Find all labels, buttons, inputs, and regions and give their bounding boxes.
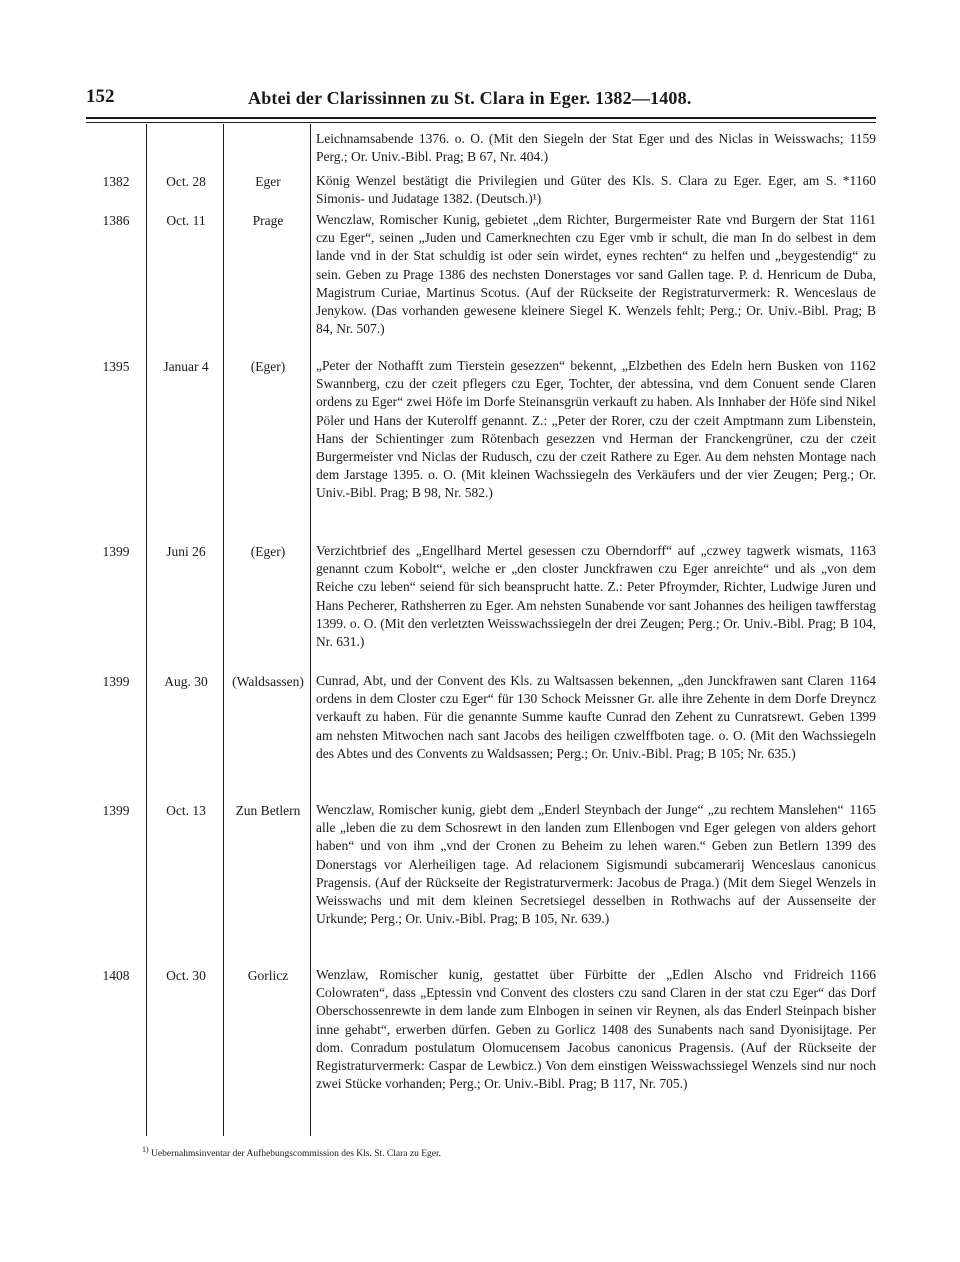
entry-text: Leichnamsabende 1376. o. O. (Mit den Siegeln der Stat Eger und des Niclas in Weisswachs; Perg.; Or. Univ.-Bibl. Prag; B 67, Nr. 404.) bbox=[316, 131, 844, 165]
entry-place: (Waldsassen) bbox=[232, 674, 304, 689]
entry-text: Verzichtbrief des „Engellhard Mertel gesessen czu Oberndorff“ auf „czwey tagwerk wismats, genannt czum Kobolt“, welche er „den closter Junckfrawen czu Eger anreichte“ und als „von dem Reiche czu leben“ seiend für sich beansprucht hatte. Z.: Peter Pfroymder, Richter, Ludwige Juren und Hans Pecherer, Rathsherren zu Eger. Am nehsten Sunabende vor sant Johannes des heiligen tawfferstag 1399. o. O. (Mit den verletzten Weisswachssiegeln der drei Zeugen; Perg.; Or. Univ.-Bibl. Prag; B 104, Nr. 631.) bbox=[316, 543, 876, 650]
entry-number: 1163 bbox=[849, 543, 876, 558]
column-divider bbox=[310, 124, 311, 1136]
entry-text-cell bbox=[316, 542, 876, 651]
header-rule-thin bbox=[86, 122, 876, 123]
entry-year: 1382 bbox=[102, 174, 130, 189]
entry-text-cell bbox=[316, 130, 876, 166]
running-title: Abtei der Clarissinnen zu St. Clara in Eger. 1382—1408. bbox=[248, 88, 692, 108]
entry-year: 1399 bbox=[102, 803, 130, 818]
entry-place: Zun Betlern bbox=[235, 803, 301, 818]
entry-text: Cunrad, Abt, und der Convent des Kls. zu Waltsassen bekennen, „den Junckfrawen sant Claren ordens in dem Closter czu Eger“ für 130 Schock Meissner Gr. alle ihre Zehente in dem Dorfe Dreyncz verkauft zu haben. Für die genannte Summe kaufte Cunrad den Zehent zu Cunratsrewt. Geben 1399 am nehsten Mitwochen nach sant Jacobs des heiligen czwelffboten tage. o. O. (Mit den Wachssiegeln des Abtes und des Convents zu Waldsassen; Perg.; Or. Univ.-Bibl. Prag; B 105; Nr. 635.) bbox=[316, 673, 876, 761]
column-divider bbox=[146, 124, 147, 1136]
entry-year: 1399 bbox=[102, 674, 130, 689]
header-rule-thick bbox=[86, 117, 876, 119]
entry-place: (Eger) bbox=[250, 544, 286, 559]
entry-date: Oct. 28 bbox=[166, 174, 206, 189]
entry-number: 1165 bbox=[849, 802, 876, 817]
entry-text-cell bbox=[316, 966, 876, 1093]
entry-place: Gorlicz bbox=[247, 968, 289, 983]
entry-date: Oct. 13 bbox=[166, 803, 206, 818]
entry-text: König Wenzel bestätigt die Privilegien und Güter des Kls. S. Clara zu Eger. Eger, am S. Simonis- und Judatage 1382. (Deutsch.)¹) bbox=[316, 173, 837, 207]
entry-date: Oct. 30 bbox=[166, 968, 206, 983]
entry-number: 1162 bbox=[849, 358, 876, 373]
entry-number: 1159 bbox=[849, 131, 876, 146]
entry-number: 1164 bbox=[849, 673, 876, 688]
entry-number: 1161 bbox=[849, 212, 876, 227]
entry-date: Juni 26 bbox=[166, 544, 206, 559]
entry-place: (Eger) bbox=[250, 359, 286, 374]
entry-place: Prage bbox=[252, 213, 284, 228]
page-number: 152 bbox=[86, 86, 115, 107]
entry-text-cell bbox=[316, 801, 876, 928]
entry-text-cell bbox=[316, 672, 876, 763]
column-divider bbox=[223, 124, 224, 1136]
entry-text: Wenczlaw, Romischer kunig, giebt dem „Enderl Steynbach der Junge“ „zu rechtem Manslehen“ alle „leben die zu dem Schosrewt in den landen zum Ellenbogen vnd Eger gelegen von alders gehort haben“ und von ihm „vnd der Cronen zu Beheim zu lehen waren.“ Geben zun Betlern 1399 des Donerstags vor Alerheiligen tage. Ad relacionem Sigismundi subcamerarij Wenceslaus canonicus Pragensis. (Auf der Rückseite der Registraturvermerk: Jacobus de Praga.) (Mit dem Siegel Wenzels in Weisswachs und mit dem kleinen Secretsiegel desselben in Rothwachs auf der Aussenseite der Urkunde; Perg.; Or. Univ.-Bibl. Prag; B 105, Nr. 639.) bbox=[316, 802, 876, 927]
entry-date: Oct. 11 bbox=[166, 213, 206, 228]
entry-date: Aug. 30 bbox=[164, 674, 208, 689]
footnote-mark: 1) bbox=[142, 1145, 149, 1154]
entry-number: *1160 bbox=[842, 173, 876, 188]
entry-text-cell bbox=[316, 211, 876, 338]
entry-text-cell bbox=[316, 172, 876, 208]
entry-year: 1399 bbox=[102, 544, 130, 559]
entry-date: Januar 4 bbox=[163, 359, 209, 374]
entry-year: 1386 bbox=[102, 213, 130, 228]
entry-place: Eger bbox=[255, 174, 281, 189]
entry-text: Wenzlaw, Romischer kunig, gestattet über Fürbitte der „Edlen Alscho vnd Fridreich Colowraten“, dass „Eptessin vnd Convent des closters czu sand Claren in der stat czu Eger“ das Dorf Oberschossenrewte in dem lande zum Elnbogen in seinen vir Reynen, als das Enderl Steinpach bisher inne gehabt“, erwerben dürfen. Geben zu Gorlicz 1408 des Sunabents nach sand Dyonisijtage. Per dom. Conradum postulatum Olomucensem Jacobus canonicus Pragensis. (Auf der Rückseite der Registraturvermerk: Caspar de Lewbicz.) Von dem einstigen Weisswachssiegel Wenzels sind nur noch zwei Stücke vorhanden; Perg.; Or. Univ.-Bibl. Prag; B 117, Nr. 705.) bbox=[316, 967, 876, 1092]
footnote-text: Uebernahmsinventar der Aufhebungscommission des Kls. St. Clara zu Eger. bbox=[151, 1149, 442, 1160]
footnote bbox=[142, 1145, 441, 1159]
entry-text: „Peter der Nothafft zum Tierstein gesezzen“ bekennt, „Elzbethen des Edeln hern Busken von Swannberg, czu der czeit pflegers czu Eger, Tochter, der abtessina, vnd dem Conuent sende Claren ordens zu Eger“ zwei Höfe im Dorfe Steinansgrün verkauft zu haben. Als Innhaber der Höfe sind Nikel Pöler und Hans der Kuterolff genannt. Z.: „Peter der Rorer, czu der czeit Amptmann zum Libenstein, Hans der Schientinger zum Rötenbach gesezzen vnd Herman der Franckengrüner, czu der czeit Burgermeister vnd Niclas der Rudusch, czu der czeit Rathere zu Eger. Au dem nehsten Montage nach dem Jarstage 1395. o. O. (Mit kleinen Wachssiegeln des Verkäufers und der vier Zeugen; Perg.; Or. Univ.-Bibl. Prag; B 98, Nr. 582.) bbox=[316, 358, 876, 501]
entry-number: 1166 bbox=[849, 967, 876, 982]
entry-year: 1395 bbox=[102, 359, 130, 374]
page-header bbox=[86, 86, 876, 110]
entry-year: 1408 bbox=[102, 968, 130, 983]
entry-text: Wenczlaw, Romischer Kunig, gebietet „dem Richter, Burgermeister Rate vnd Burgern der Stat czu Eger“, seinen „Juden und Camerknechten czu Eger vmb ir schult, die man In do selbest in dem lande vnd in der Stat schuldig ist oder sein wirdet, eynes rechten“ zu helfen und „beygestendig“ zu sein. Geben zu Prage 1386 des nechsten Donerstages vor sand Gallen tage. P. d. Henricum de Duba, Magistrum Curiae, Martinus Scotus. (Auf der Rückseite der Registraturvermerk: R. Wenceslaus de Jenykow. (Das vorhanden gewesene kleinere Siegel K. Wenzels fehlt; Perg.; Or. Univ.-Bibl. Prag; B 84, Nr. 507.) bbox=[316, 212, 876, 337]
entry-text-cell bbox=[316, 357, 876, 503]
